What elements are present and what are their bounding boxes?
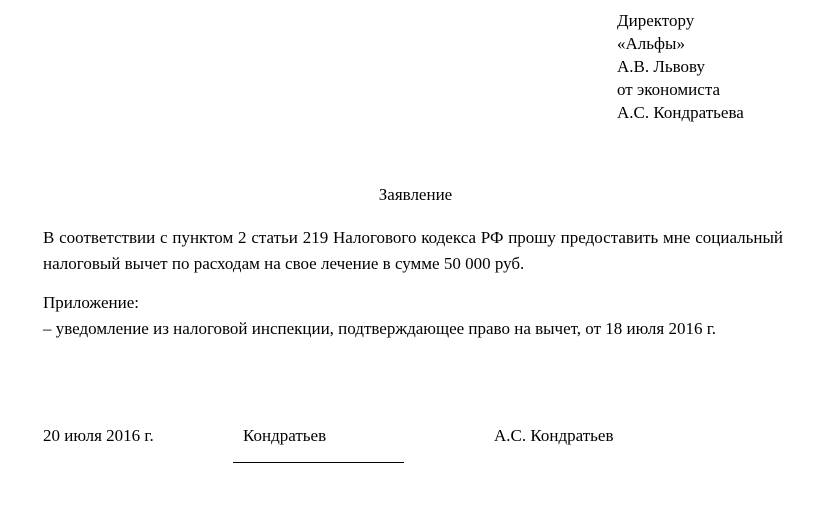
attachment-item: – уведомление из налоговой инспекции, подтверждающее право на вычет, от 18 июля 2016 г. (43, 319, 716, 338)
attachment-heading: Приложение: (43, 293, 139, 312)
signer-full-name: А.С. Кондратьев (494, 426, 614, 445)
handwritten-signature: Кондратьев (243, 426, 327, 445)
application-body (43, 225, 783, 277)
sender-position: от экономиста (617, 80, 721, 99)
sender-name: А.С. Кондратьева (617, 103, 744, 122)
signature-line (233, 462, 404, 463)
addressee-block (617, 9, 744, 124)
addressee-company: «Альфы» (617, 34, 685, 53)
document-title: Заявление (378, 185, 453, 204)
application-paragraph: В соответствии с пунктом 2 статьи 219 Налогового кодекса РФ прошу предоставить мне социальный налоговый вычет по расходам на свое лечение в сумме 50 000 руб. (43, 228, 783, 273)
addressee-name: А.В. Львову (617, 57, 706, 76)
addressee-position: Директору (617, 11, 695, 30)
attachment-section (43, 290, 788, 342)
signature-date: 20 июля 2016 г. (43, 426, 154, 445)
